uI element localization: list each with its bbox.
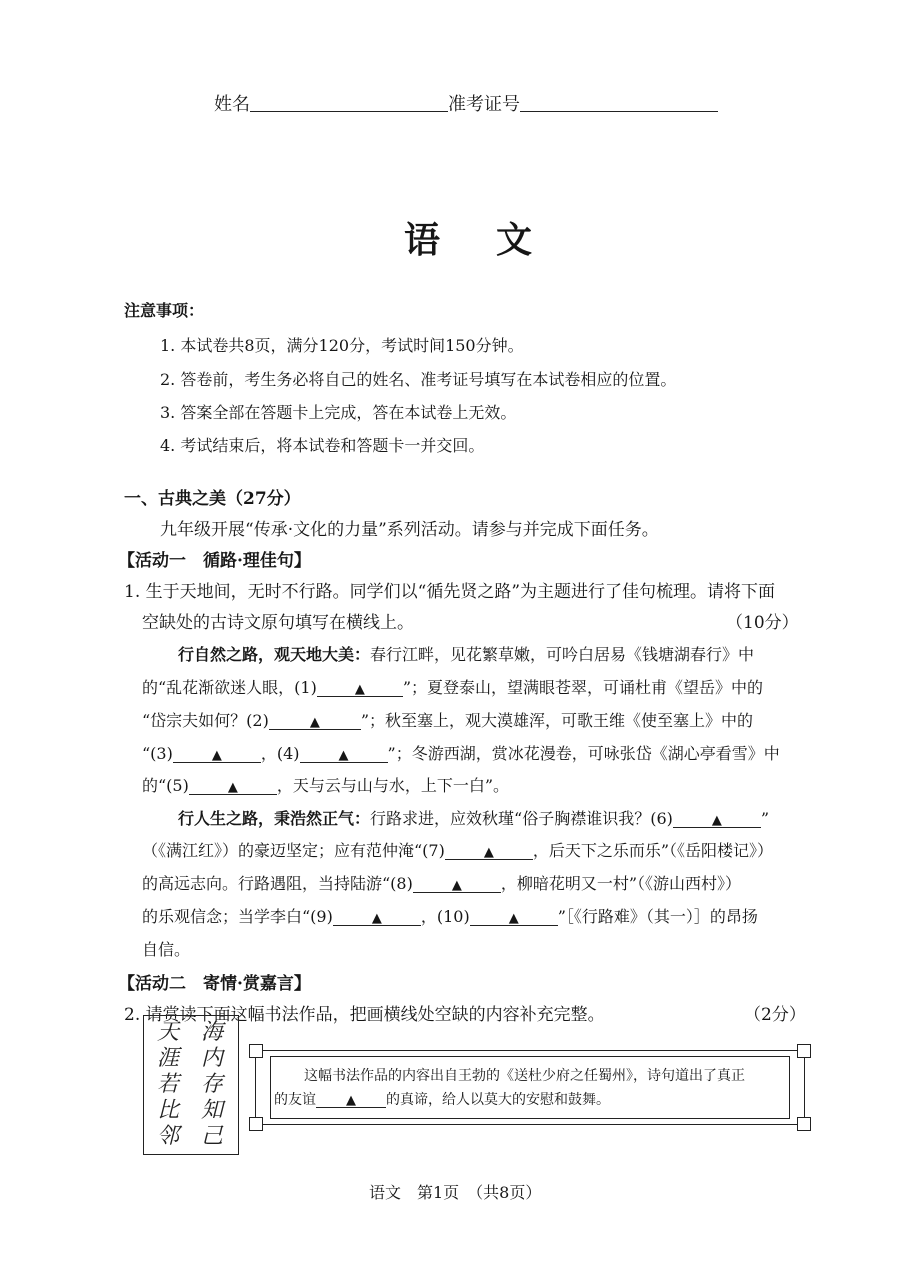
paragraph-text: “岱宗夫如何？(2) [142, 711, 269, 730]
answer-blank-4[interactable] [300, 746, 388, 763]
blank-marker-icon: ▲ [354, 682, 365, 697]
name-label: 姓名 [214, 94, 250, 115]
paragraph-text: 的真谛，给人以莫大的安慰和鼓舞。 [386, 1092, 610, 1108]
section-heading: 一、古典之美（27分） [124, 489, 301, 509]
answer-blank-1[interactable] [317, 680, 403, 697]
question-2-score: （2分） [744, 1005, 806, 1025]
answer-blank-9[interactable] [333, 909, 421, 926]
calligraphy-char: 知 [200, 1098, 223, 1123]
notice-item: 1. 本试卷共8页，满分120分，考试时间150分钟。 [160, 336, 524, 355]
paragraph-text: ，(10) [420, 907, 470, 926]
exam-id-label: 准考证号 [448, 94, 520, 115]
name-field[interactable] [250, 93, 448, 112]
paragraph-1-line-1 [178, 642, 754, 665]
calligraphy-char: 比 [156, 1098, 179, 1123]
answer-blank-2[interactable] [269, 713, 361, 730]
calligraphy-char: 天 [156, 1020, 179, 1045]
blank-marker-icon: ▲ [508, 911, 519, 926]
calligraphy-char: 己 [200, 1124, 223, 1149]
calligraphy-char: 存 [200, 1072, 223, 1097]
blank-marker-icon: ▲ [371, 911, 382, 926]
question-1-score: （10分） [726, 613, 799, 633]
blank-marker-icon: ▲ [211, 748, 222, 763]
activity-heading: 【活动一 循路·理佳句】 [118, 551, 311, 571]
notice-item: 2. 答卷前，考生务必将自己的姓名、准考证号填写在本试卷相应的位置。 [160, 370, 677, 389]
blank-marker-icon: ▲ [338, 748, 349, 763]
frame-text-line-1: 这幅书法作品的内容出自王勃的《送杜少府之任蜀州》，诗句道出了真正 [304, 1068, 745, 1084]
paragraph-text: 的友谊 [274, 1092, 316, 1108]
answer-blank-8[interactable] [413, 876, 501, 893]
frame-corner-ornament [249, 1117, 263, 1131]
paragraph-text: ”［《行路难》（其一）］的昂扬 [557, 907, 758, 926]
paragraph-text: （《满江红》）的豪迈坚定；应有范仲淹“(7) [142, 841, 445, 860]
notice-heading: 注意事项： [124, 301, 205, 320]
question-1-line-2: 空缺处的古诗文原句填写在横线上。 [142, 613, 414, 633]
calligraphy-char: 涯 [156, 1046, 179, 1071]
answer-blank-3[interactable] [173, 746, 261, 763]
paragraph-2-line-2 [142, 838, 773, 861]
blank-marker-icon: ▲ [227, 780, 238, 795]
question-2: 2. 请赏读下面这幅书法作品，把画横线处空缺的内容补充完整。 [124, 1005, 605, 1025]
paragraph-text: “(3) [142, 744, 173, 763]
paragraph-1-line-3 [142, 708, 753, 731]
question-2-frame [255, 1050, 805, 1125]
calligraphy-left-column [150, 1020, 186, 1150]
blank-marker-icon: ▲ [346, 1093, 356, 1108]
paragraph-2-heading: 行人生之路，秉浩然正气： [178, 809, 371, 828]
paragraph-text: ” [760, 809, 770, 828]
frame-corner-ornament [249, 1044, 263, 1058]
blank-marker-icon: ▲ [711, 813, 722, 828]
paragraph-1-line-2 [142, 675, 763, 698]
paragraph-2-line-5: 自信。 [142, 940, 191, 959]
paragraph-text: 的高远志向。行路遇阻，当持陆游“(8) [142, 874, 413, 893]
notice-item: 3. 答案全部在答题卡上完成，答在本试卷上无效。 [160, 403, 517, 422]
blank-marker-icon: ▲ [309, 715, 320, 730]
frame-corner-ornament [797, 1117, 811, 1131]
paragraph-text: ，柳暗花明又一村”（《游山西村》） [500, 874, 742, 893]
frame-corner-ornament [797, 1044, 811, 1058]
paragraph-text: 的“(5) [142, 776, 189, 795]
calligraphy-char: 邻 [156, 1124, 179, 1149]
paragraph-text: ”；秋至塞上，观大漠雄浑，可歌王维《使至塞上》中的 [360, 711, 754, 730]
calligraphy-char: 内 [200, 1046, 223, 1071]
paragraph-text: ，(4) [260, 744, 300, 763]
answer-blank-10[interactable] [470, 909, 558, 926]
notice-item: 4. 考试结束后，将本试卷和答题卡一并交回。 [160, 436, 485, 455]
calligraphy-char: 若 [156, 1072, 179, 1097]
blank-marker-icon: ▲ [483, 845, 494, 860]
page-footer: 语文 第1页 （共8页） [369, 1183, 542, 1202]
answer-blank-6[interactable] [673, 811, 761, 828]
exam-id-field[interactable] [520, 93, 718, 112]
paragraph-1-line-4 [142, 741, 780, 764]
calligraphy-char: 海 [200, 1020, 223, 1045]
answer-blank-5[interactable] [189, 778, 277, 795]
paragraph-text: 春行江畔，见花繁草嫩，可吟白居易《钱塘湖春行》中 [370, 645, 755, 664]
paragraph-text: 的乐观信念；当学李白“(9) [142, 907, 333, 926]
answer-blank-7[interactable] [445, 843, 533, 860]
paragraph-2-line-4 [142, 904, 758, 927]
blank-marker-icon: ▲ [451, 878, 462, 893]
paragraph-text: ”；冬游西湖，赏冰花漫卷，可咏张岱《湖心亭看雪》中 [387, 744, 780, 763]
question-1-line-1: 1. 生于天地间，无时不行路。同学们以“循先贤之路”为主题进行了佳句梳理。请将下面 [124, 582, 776, 602]
paragraph-text: ”；夏登泰山，望满眼苍翠，可诵杜甫《望岳》中的 [402, 678, 764, 697]
answer-blank-q2[interactable] [316, 1093, 386, 1108]
paragraph-1-line-5 [142, 773, 509, 796]
candidate-info-line [214, 90, 718, 116]
activity-heading: 【活动二 寄情·赏嘉言】 [118, 974, 311, 994]
calligraphy-artwork [143, 1015, 239, 1155]
frame-text-line-2 [274, 1089, 610, 1109]
paragraph-text: ，后天下之乐而乐”（《岳阳楼记》） [532, 841, 774, 860]
paragraph-text: 行路求进，应效秋瑾“俗子胸襟谁识我？(6) [370, 809, 673, 828]
paragraph-1-heading: 行自然之路，观天地大美： [178, 645, 371, 664]
calligraphy-right-column [194, 1020, 230, 1150]
paragraph-2-line-1 [178, 806, 769, 829]
paragraph-2-line-3 [142, 871, 741, 894]
paragraph-text: ，天与云与山与水，上下一白”。 [276, 776, 510, 795]
section-intro: 九年级开展“传承·文化的力量”系列活动。请参与并完成下面任务。 [160, 520, 659, 540]
paragraph-text: 的“乱花渐欲迷人眼，(1) [142, 678, 317, 697]
page-title: 语文 [404, 219, 589, 261]
